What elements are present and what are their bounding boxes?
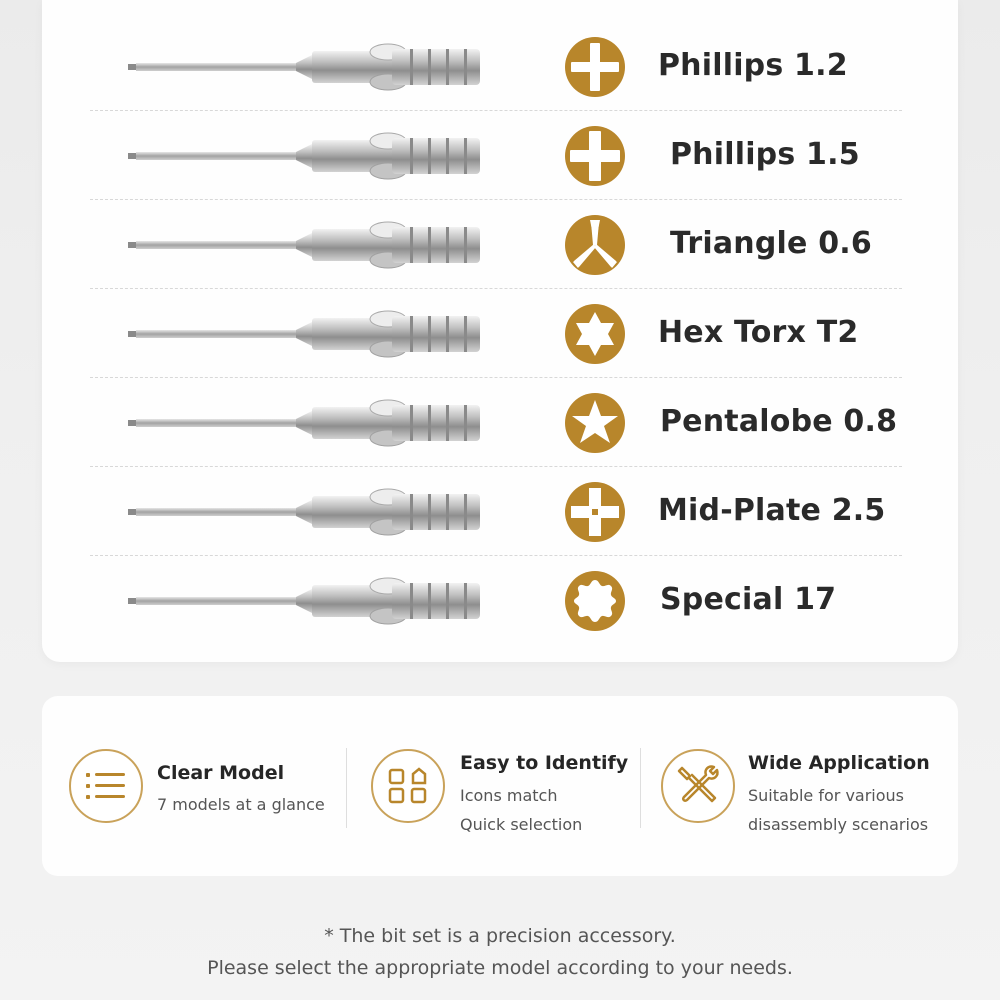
grid-shapes-icon — [370, 748, 446, 824]
feature-easy-to-identify — [352, 696, 642, 876]
phillips-icon — [564, 36, 626, 98]
feature-line: disassembly scenarios — [748, 815, 929, 834]
hex-torx-icon — [564, 303, 626, 365]
bit-row-phillips-1-2 — [42, 22, 958, 111]
bit-label: Special 17 — [660, 582, 837, 617]
list-icon — [68, 748, 144, 824]
feature-title: Clear Model — [157, 762, 285, 784]
screwdriver-bit-image — [126, 307, 486, 361]
phillips-icon — [564, 125, 626, 187]
bit-row-triangle-0-6 — [42, 200, 958, 289]
feature-title: Easy to Identify — [460, 752, 629, 774]
screwdriver-bit-image — [126, 485, 486, 539]
features-card — [42, 696, 958, 876]
bit-label: Phillips 1.2 — [658, 48, 848, 83]
footnote-line-2: Please select the appropriate model according to your needs. — [207, 957, 793, 979]
bit-row-phillips-1-5 — [42, 111, 958, 200]
screwdriver-bit-image — [126, 396, 486, 450]
feature-title: Wide Application — [748, 752, 930, 774]
feature-clear-model — [42, 696, 342, 876]
bit-row-hex-torx-t2 — [42, 289, 958, 378]
feature-wide-application — [646, 696, 958, 876]
feature-line: Quick selection — [460, 815, 583, 834]
bit-label: Hex Torx T2 — [658, 315, 859, 350]
pentalobe-icon — [564, 392, 626, 454]
feature-divider — [346, 748, 347, 828]
feature-line: 7 models at a glance — [157, 795, 325, 814]
screwdriver-bit-image — [126, 574, 486, 628]
feature-line: Icons match — [460, 786, 558, 805]
mid-plate-icon — [564, 481, 626, 543]
feature-divider — [640, 748, 641, 828]
feature-line: Suitable for various — [748, 786, 904, 805]
special-icon — [564, 570, 626, 632]
bit-row-mid-plate-2-5 — [42, 467, 958, 556]
bit-label: Phillips 1.5 — [670, 137, 860, 172]
bit-label: Mid-Plate 2.5 — [658, 493, 886, 528]
screwdriver-bit-image — [126, 40, 486, 94]
bit-list-card — [42, 0, 958, 662]
bit-row-special-17 — [42, 556, 958, 646]
bit-label: Triangle 0.6 — [670, 226, 872, 261]
tools-icon — [660, 748, 736, 824]
footnote-line-1: * The bit set is a precision accessory. — [324, 925, 676, 947]
triangle-icon — [564, 214, 626, 276]
screwdriver-bit-image — [126, 218, 486, 272]
bit-row-pentalobe-0-8 — [42, 378, 958, 467]
screwdriver-bit-image — [126, 129, 486, 183]
bit-label: Pentalobe 0.8 — [660, 404, 898, 439]
